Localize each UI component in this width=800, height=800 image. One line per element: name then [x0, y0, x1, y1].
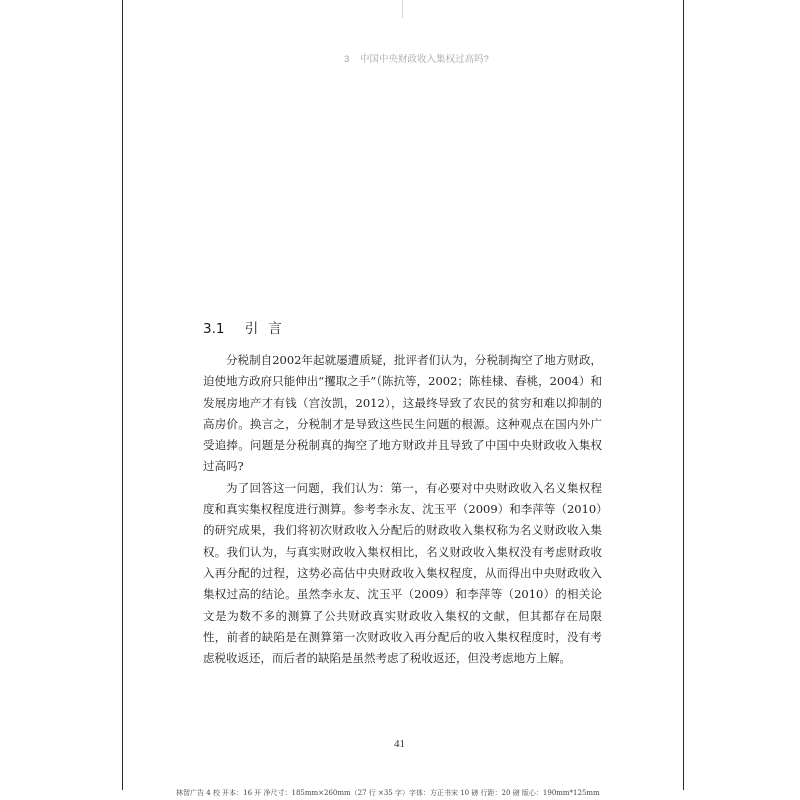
crop-mark — [402, 0, 403, 18]
chapter-number: 3 — [344, 54, 350, 65]
running-header — [344, 51, 489, 65]
section-title: 引言 — [244, 321, 292, 337]
paragraph: 分税制自2002年起就屡遭质疑，批评者们认为，分税制掏空了地方财政，迫使地方政府只能伸出“攫取之手”（陈抗等，2002；陈桂棣、春桃，2004）和发展房地产才有钱（宫汝凯，2012），这最终导致了农民的贫穷和难以抑制的高房价。换言之，分税制才是导致这些民生问题的根源。这种观点在国内外广受追捧。问题是分税制真的掏空了地方财政并且导致了中国中央财政收入集权过高吗? — [203, 353, 602, 474]
section-number: 3.1 — [203, 321, 225, 337]
chapter-title: 中国中央财政收入集权过高吗? — [359, 54, 489, 65]
paragraph: 为了回答这一问题，我们认为：第一，有必要对中央财政收入名义集权程度和真实集权程度进行测算。参考李永友、沈玉平（2009）和李萍等（2010）的研究成果，我们将初次财政收入分配后的财政收入集权称为名义财政收入集权。我们认为，与真实财政收入集权相比，名义财政收入集权没有考虑财政收入再分配的过程，这势必高估中央财政收入集权程度，从而得出中央财政收入集权过高的结论。虽然李永友、沈玉平（2009）和李萍等（2010）的相关论文是为数不多的测算了公共财政真实财政收入集权的文献，但其都存在局限性，前者的缺陷是在测算第一次财政收入再分配后的收入集权程度时，没有考虑税收返还，而后者的缺陷是虽然考虑了税收返还，但没考虑地方上解。 — [203, 480, 602, 666]
body-text — [203, 350, 602, 669]
page-number: 41 — [394, 738, 405, 750]
section-heading — [203, 317, 292, 337]
printer-footer: 林智广告 4 校 开本：16 开 净尺寸：185mm×260mm（27 行 ×35 字）字体：方正书宋 10 磅 行距：20 磅 版心：190mm*125mm — [176, 789, 600, 797]
